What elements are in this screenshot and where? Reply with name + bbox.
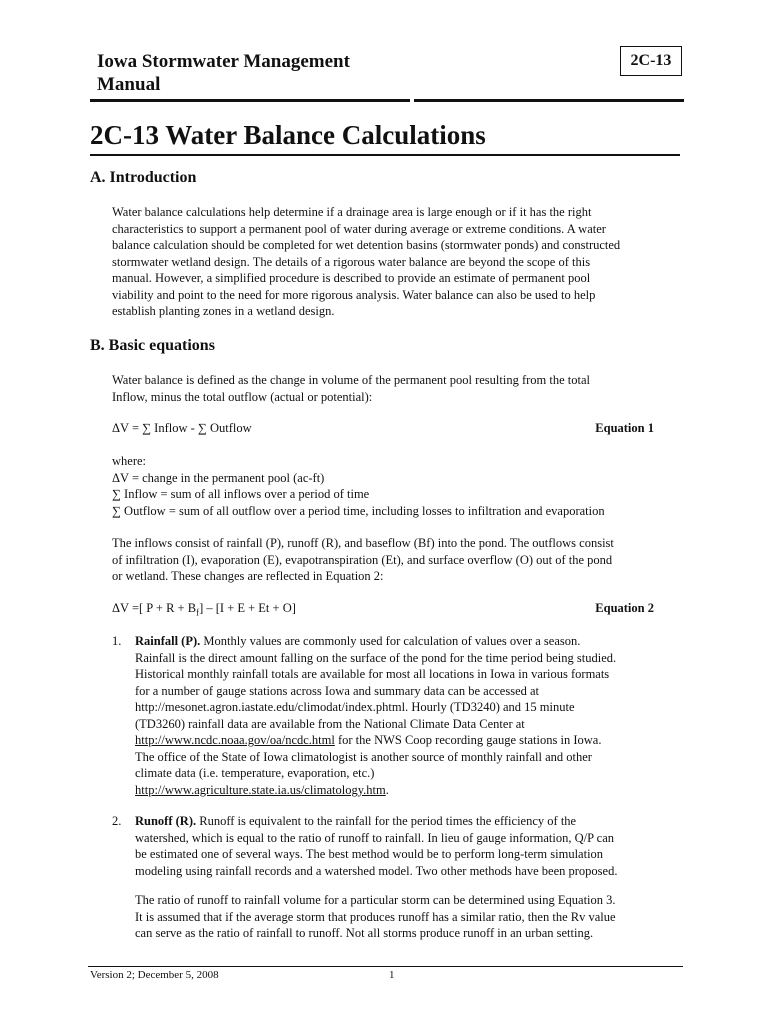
where-definitions: where: ΔV = change in the permanent pool (ac-ft) ∑ Inflow = sum of all inflows over a period of time ∑ Outflow = sum of all outflow over a period time, including losses to infiltration and evaporation (112, 454, 605, 518)
equation-1-label: Equation 1 (595, 421, 654, 435)
page-number: 1 (389, 969, 395, 981)
inflow-outflow-paragraph: The inflows consist of rainfall (P), runoff (R), and baseflow (Bf) into the pond. The outflows consist of infiltration (I), evaporation (E), evapotranspiration (Et), and surface overflow (O) out of the pond or wetland. These changes are reflected in Equation 2: (112, 536, 614, 583)
ncdc-link[interactable]: http://www.ncdc.noaa.gov/oa/ncdc.html (135, 733, 335, 747)
footer-version: Version 2; December 5, 2008 (90, 969, 219, 981)
intro-paragraph: Water balance calculations help determine if a drainage area is large enough or if it has the right characteristics to support a permanent pool of water during average or extreme conditions. A water balance calculation should be completed for wet detention basins (stormwater ponds) and constructed stormwater wetland design. The details of a rigorous water balance are beyond the scope of this manual. However, a simplified procedure is described to provide an estimate of permanent pool viability and point to the need for more rigorous analysis. Water balance can also be used to help establish planting zones in a wetland design. (112, 205, 621, 318)
footer-rule (88, 966, 683, 967)
title-rule (90, 154, 680, 156)
section-code-box: 2C-13 (620, 46, 682, 76)
header-rule (90, 99, 684, 102)
term-runoff: Runoff (R). (135, 814, 197, 828)
section-a-heading: A. Introduction (90, 169, 197, 186)
term-rainfall: Rainfall (P). (135, 634, 201, 648)
list-number: 2. (112, 814, 122, 828)
climatology-link[interactable]: http://www.agriculture.state.ia.us/climatology.htm (135, 782, 386, 797)
manual-title: Iowa Stormwater Management Manual (97, 51, 350, 95)
page-title: 2C-13 Water Balance Calculations (90, 120, 486, 150)
equation-2-expression: ΔV =[ $P + R + B_f] - [I + E + Et + O]$ (112, 601, 296, 618)
equation-1-expression: ΔV = ∑ Inflow - ∑ Outflow (112, 421, 252, 435)
section-b-heading: B. Basic equations (90, 337, 215, 354)
list-number: 1. (112, 634, 122, 648)
water-balance-definition: Water balance is defined as the change in volume of the permanent pool resulting from the total Inflow, minus the total outflow (actual or potential): (112, 373, 590, 404)
equation-2-label: Equation 2 (595, 601, 654, 615)
document-page: Iowa Stormwater Management Manual 2C-13 2C-13 Water Balance Calculations A. Introduction Water balance calculations help determine if a drainage area is large enough or if it has the right characteristics to support a permanent pool of water during average or extreme conditions. A water balance calculation should be completed for wet detention basins (stormwater ponds) and constructed stormwater wetland design. The details of a rigorous water balance are beyond the scope of this manual. However, a simplified procedure is described to provide an estimate of permanent pool viability and point to the need for more rigorous analysis. Water balance can also be used to help establish planting zones in a wetland design. B. Basic equations Water balance is defined as the change in volume of the permanent pool resulting from the total Inflow, minus the total outflow (actual or potential): ΔV = ∑ Inflow - ∑ Outflow Equation 1 where: ΔV = change in the permanent pool (ac-ft) ∑ Inflow = sum of all inflows over a period of time ∑ Outflow = sum of all outflow over a period time, including losses to infiltration and evaporation The inflows consist of rainfall (P), runoff (R), and baseflow (Bf) into the pond. The outflows consist of infiltration (I), evaporation (E), evapotranspiration (Et), and surface overflow (O) out of the pond or wetland. These changes are reflected in Equation 2: ΔV =[ $P + R + B_f] - [I + E + Et + O]$ Equation 2 1. Rainfall (P). Monthly values are commonly used for calculation of values over a season. Rainfall is the direct amount falling on the surface of the pond for the time period being studied. Historical monthly rainfall totals are available for most all locations in Iowa in various formats for a number of gauge stations across Iowa and summary data can be accessed at http://mesonet.agron.iastate.edu/climodat/index.phtml. Hourly (TD3240) and 15 minute (TD3260) rainfall data are available from the National Climate Data Center at http://www.ncdc.noaa.gov/oa/ncdc.html for the NWS Coop recording gauge stations in Iowa. The office of the State of Iowa climatologist is another source of monthly rainfall and other climate data (i.e. temperature, evaporation, etc.) http://www.agriculture.state.ia.us/climatology.htm. 2. Runoff (R). Runoff is equivalent to the rainfall for the period times the efficiency of the watershed, which is equal to the ratio of runoff to rainfall. In lieu of gauge information, Q/P can be estimated one of several ways. The best method would be to perform long-term simulation modeling using rainfall records and a watershed model. Two other methods have been proposed. The ratio of runoff to rainfall volume for a particular storm can be determined using Equation 3. It is assumed that if the average storm that produces runoff has a similar ratio, then the Rv value can serve as the ratio of rainfall to runoff. Not all storms produce runoff in an urban setting. Version 2; December 5, 2008 1 (0, 0, 768, 1024)
